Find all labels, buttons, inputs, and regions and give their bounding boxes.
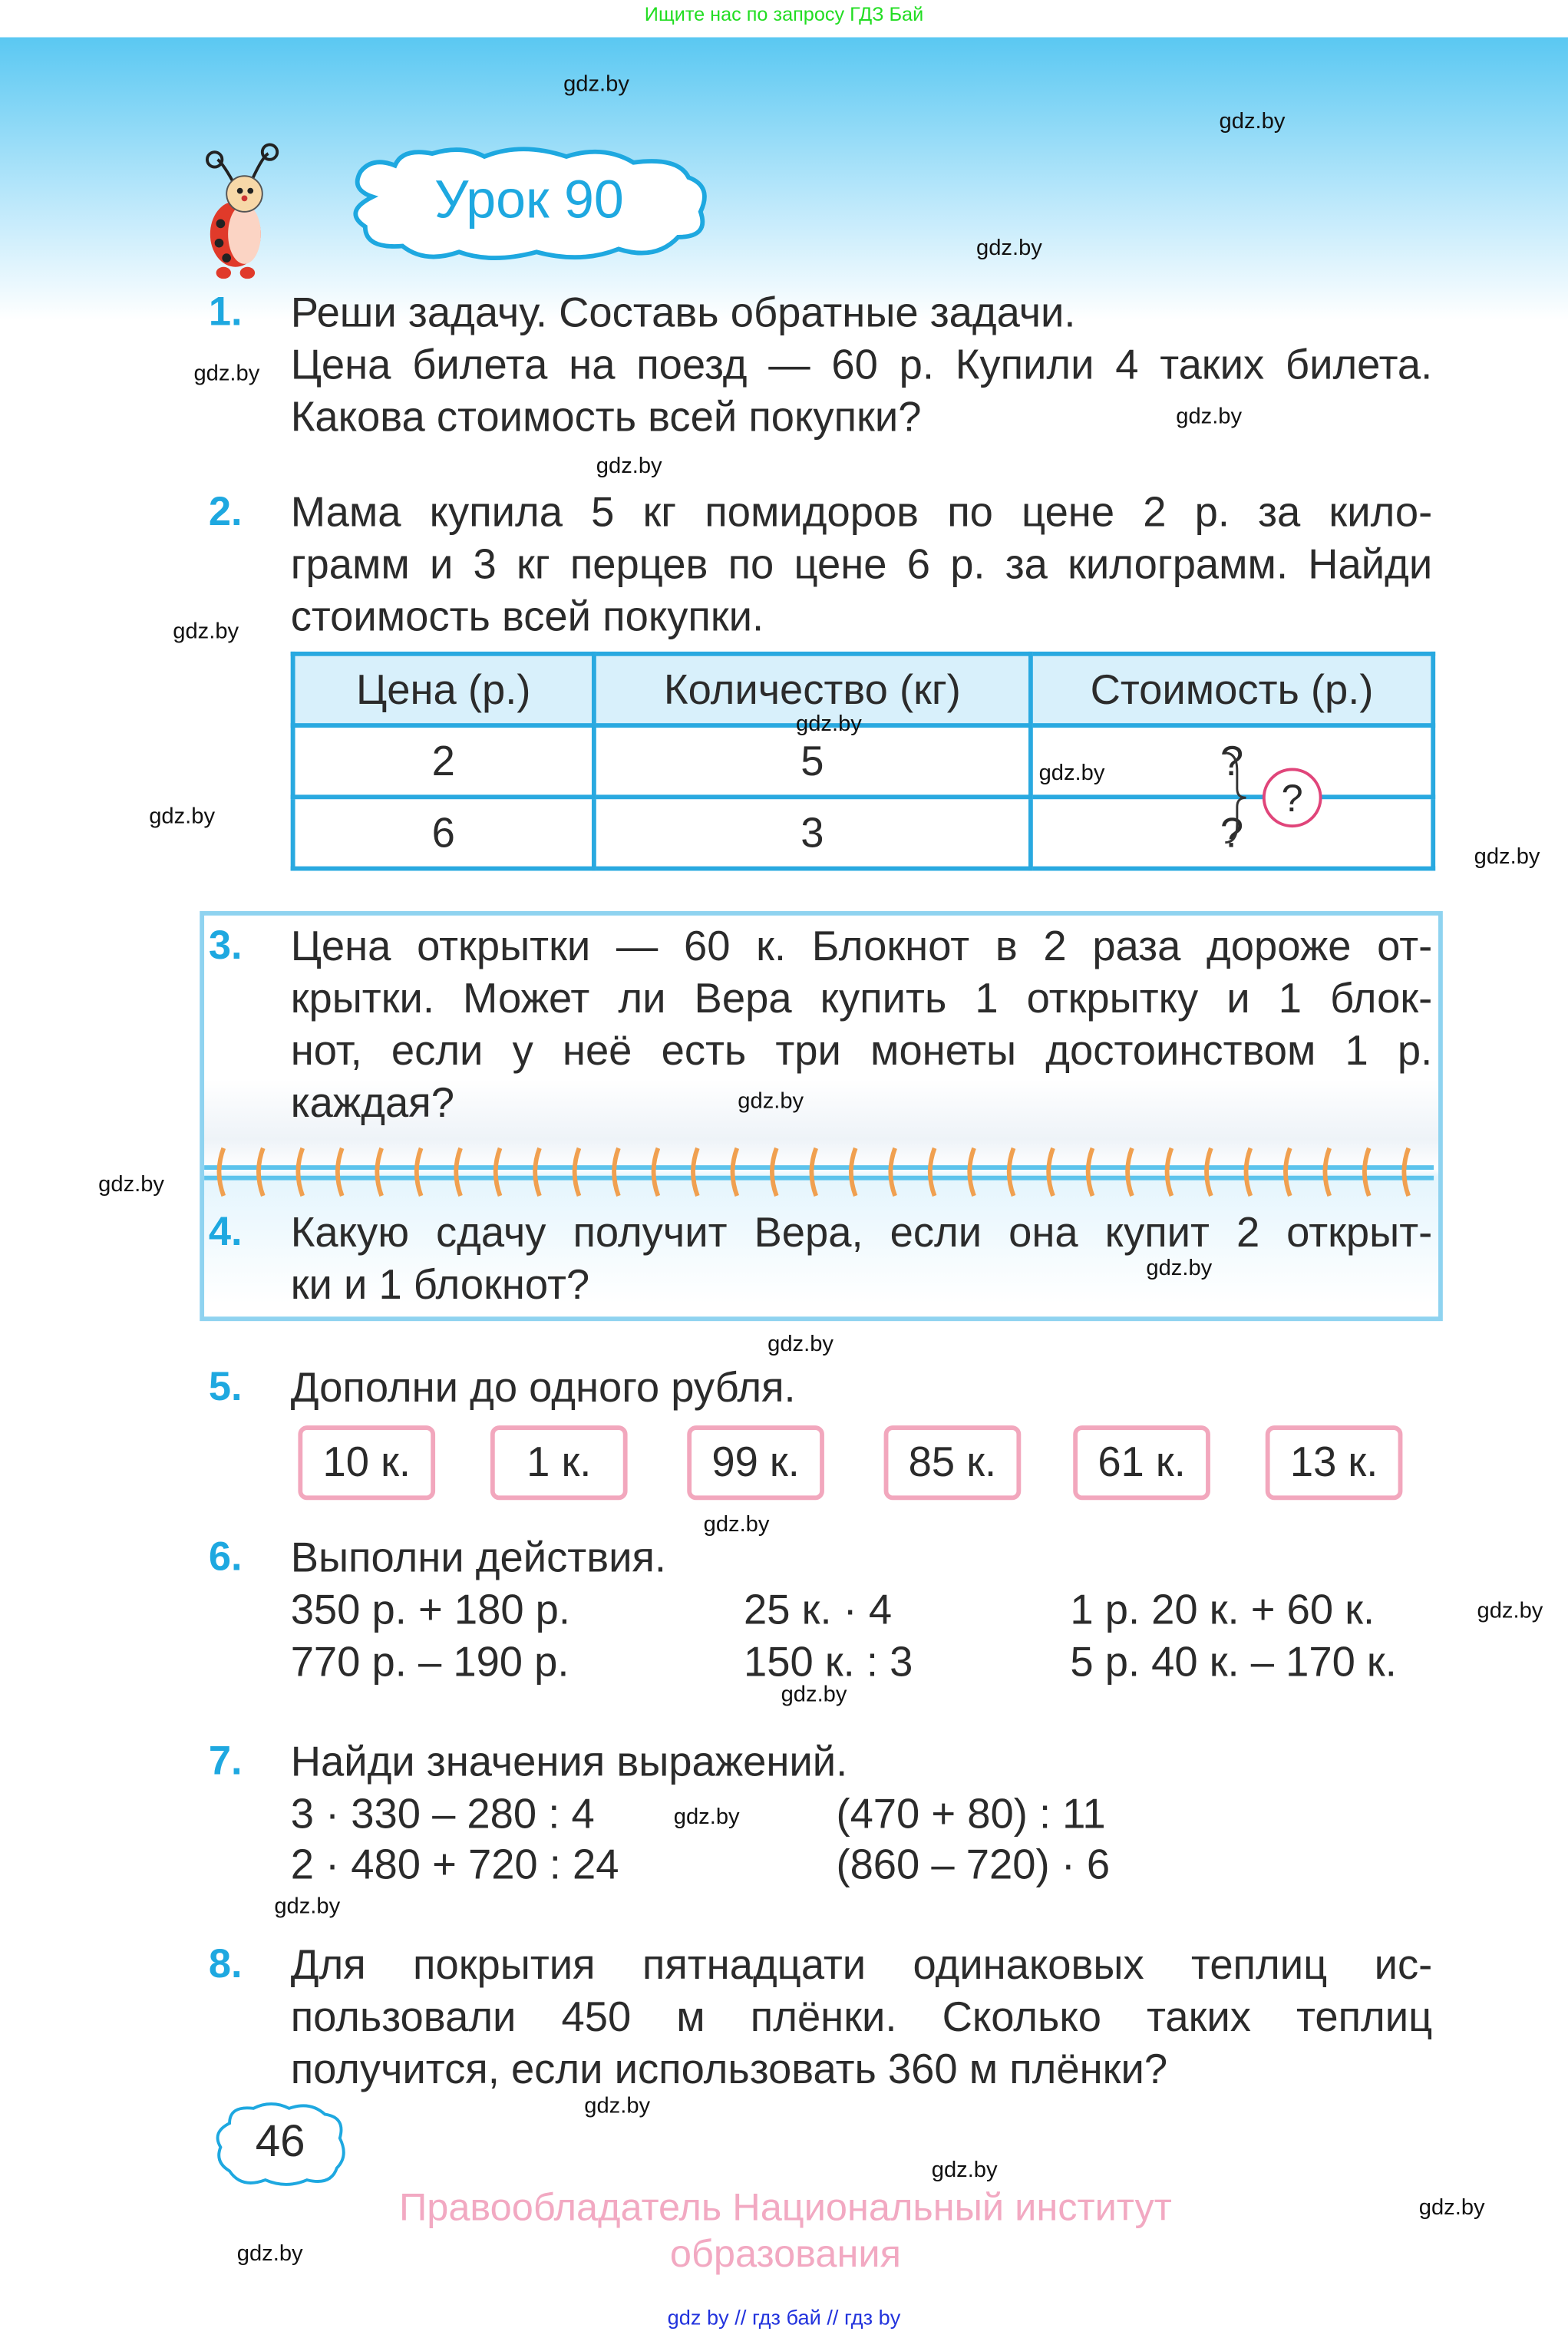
coin-value: 61 к. xyxy=(1073,1425,1210,1500)
spiral-ring xyxy=(338,1148,342,1196)
table-cell: 2 xyxy=(293,725,594,797)
spiral-ring xyxy=(732,1148,737,1196)
watermark: gdz.by xyxy=(596,453,662,479)
ladybug-icon xyxy=(191,142,303,279)
watermark: gdz.by xyxy=(274,1894,341,1920)
expression: 3 · 330 – 280 : 4 xyxy=(290,1791,595,1838)
expression: (470 + 80) : 11 xyxy=(836,1791,1106,1838)
spiral-ring xyxy=(377,1148,381,1196)
spiral-ring xyxy=(496,1148,500,1196)
coin-value: 1 к. xyxy=(490,1425,628,1500)
watermark: gdz.by xyxy=(236,2241,303,2267)
task-number: 6. xyxy=(208,1534,243,1580)
task-number: 8. xyxy=(208,1941,243,1986)
spiral-ring xyxy=(693,1148,698,1196)
task-text: Мама купила 5 кг помидоров по цене 2 р. за кило- xyxy=(290,489,1433,536)
watermark: gdz.by xyxy=(98,1171,165,1197)
task-text: каждая? xyxy=(290,1079,454,1126)
spiral-ring xyxy=(930,1148,935,1196)
spiral-ring xyxy=(456,1148,460,1196)
coin-value: 13 к. xyxy=(1266,1425,1403,1500)
watermark: gdz.by xyxy=(1477,1598,1543,1624)
spiral-ring xyxy=(259,1148,263,1196)
task-text: Реши задачу. Составь обратные задачи. xyxy=(290,289,1076,336)
watermark: gdz.by xyxy=(796,711,862,737)
task-number: 7. xyxy=(208,1739,243,1784)
table-row xyxy=(293,725,1434,797)
table-row xyxy=(293,797,1434,868)
spiral-ring xyxy=(1404,1148,1408,1196)
table-cell: ? xyxy=(1031,797,1433,868)
spiral-ring xyxy=(1127,1148,1132,1196)
watermark: gdz.by xyxy=(193,361,260,387)
expression: 25 к. · 4 xyxy=(744,1586,893,1633)
watermark: gdz.by xyxy=(703,1511,770,1537)
spiral-ring xyxy=(1325,1148,1329,1196)
spiral-ring xyxy=(772,1148,777,1196)
task-text: Какова стоимость всей покупки? xyxy=(290,393,922,441)
spiral-ring xyxy=(654,1148,659,1196)
spiral-binding-icon xyxy=(204,1142,1434,1202)
watermark: gdz.by xyxy=(673,1804,740,1830)
spiral-ring xyxy=(535,1148,540,1196)
table-cell: ? xyxy=(1031,725,1433,797)
watermark: gdz.by xyxy=(1474,844,1540,870)
task-text: получится, если использовать 360 м плёнки? xyxy=(290,2046,1168,2092)
watermark: gdz.by xyxy=(584,2093,651,2119)
task-text: Какую сдачу получит Вера, если она купит 2 открыт- xyxy=(290,1209,1433,1256)
coin-value: 10 к. xyxy=(298,1425,435,1500)
spiral-ring xyxy=(1088,1148,1093,1196)
watermark: gdz.by xyxy=(173,619,239,645)
page-number: 46 xyxy=(255,2117,305,2167)
expression: 770 р. – 190 р. xyxy=(290,1638,569,1686)
spiral-ring xyxy=(298,1148,302,1196)
task-text: пользовали 450 м плёнки. Сколько таких теплиц xyxy=(290,1993,1433,2040)
task-number: 5. xyxy=(208,1364,243,1409)
price-table xyxy=(291,652,1435,871)
task-text: крытки. Может ли Вера купить 1 открытку и 1 блок- xyxy=(290,975,1433,1022)
spiral-ring xyxy=(219,1148,223,1196)
watermark: gdz.by xyxy=(1219,108,1286,134)
watermark: gdz.by xyxy=(1146,1255,1213,1281)
spiral-ring xyxy=(575,1148,579,1196)
watermark: gdz.by xyxy=(767,1331,834,1357)
expression: 1 р. 20 к. + 60 к. xyxy=(1070,1586,1375,1633)
task-number: 1. xyxy=(208,289,243,335)
task-text: Для покрытия пятнадцати одинаковых теплиц ис- xyxy=(290,1941,1433,1988)
watermark: gdz.by xyxy=(1176,404,1243,430)
watermark: gdz.by xyxy=(1418,2194,1485,2221)
task-text: нот, если у неё есть три монеты достоинством 1 р. xyxy=(290,1027,1433,1074)
task-number: 2. xyxy=(208,489,243,534)
lesson-title: Урок 90 xyxy=(434,168,624,230)
spiral-ring xyxy=(969,1148,974,1196)
expression: 150 к. : 3 xyxy=(744,1638,913,1686)
spiral-ring xyxy=(1207,1148,1211,1196)
watermark: gdz.by xyxy=(563,71,629,97)
watermark: gdz.by xyxy=(738,1088,804,1115)
expression: (860 – 720) · 6 xyxy=(836,1841,1111,1888)
task-text: Дополни до одного рубля. xyxy=(290,1364,796,1411)
spiral-ring xyxy=(417,1148,421,1196)
spiral-ring xyxy=(1048,1148,1053,1196)
watermark: gdz.by xyxy=(149,804,216,830)
expression: 2 · 480 + 720 : 24 xyxy=(290,1841,619,1888)
brace-icon xyxy=(1220,750,1249,845)
expression: 5 р. 40 к. – 170 к. xyxy=(1070,1638,1397,1686)
task-number: 4. xyxy=(208,1209,243,1254)
search-hint: Ищите нас по запросу ГДЗ Бай xyxy=(644,2,924,26)
total-cost-question: ? xyxy=(1263,768,1322,827)
task-text: Цена билета на поезд — 60 р. Купили 4 таких билета. xyxy=(290,341,1433,388)
copyright-notice: Правообладатель Национальный институт образования xyxy=(398,2184,1172,2276)
spiral-ring xyxy=(851,1148,856,1196)
task-text: грамм и 3 кг перцев по цене 6 р. за килограмм. Найди xyxy=(290,541,1433,588)
table-header: Стоимость (р.) xyxy=(1031,654,1433,725)
table-header: Количество (кг) xyxy=(594,654,1031,725)
spiral-ring xyxy=(1167,1148,1172,1196)
task-text: стоимость всей покупки. xyxy=(290,593,764,640)
spiral-ring xyxy=(1286,1148,1290,1196)
watermark: gdz.by xyxy=(781,1682,847,1708)
spiral-ring xyxy=(811,1148,816,1196)
table-cell: 6 xyxy=(293,797,594,868)
footer-links[interactable]: gdz by // гдз бай // гдз by xyxy=(667,2305,901,2330)
task-text: ки и 1 блокнот? xyxy=(290,1261,590,1308)
task-text: Выполни действия. xyxy=(290,1534,667,1581)
coin-value: 85 к. xyxy=(884,1425,1022,1500)
expression: 350 р. + 180 р. xyxy=(290,1586,571,1633)
task-text: Найди значения выражений. xyxy=(290,1739,848,1785)
coin-value: 99 к. xyxy=(687,1425,824,1500)
table-cell: 5 xyxy=(594,725,1031,797)
spiral-ring xyxy=(1009,1148,1014,1196)
spiral-ring xyxy=(1365,1148,1369,1196)
watermark: gdz.by xyxy=(1038,760,1105,786)
task-text: Цена открытки — 60 к. Блокнот в 2 раза дороже от- xyxy=(290,923,1433,969)
watermark: gdz.by xyxy=(931,2157,998,2183)
spiral-ring xyxy=(614,1148,619,1196)
spiral-ring xyxy=(890,1148,895,1196)
task-number: 3. xyxy=(208,923,243,968)
table-cell: 3 xyxy=(594,797,1031,868)
table-header: Цена (р.) xyxy=(293,654,594,725)
watermark: gdz.by xyxy=(976,235,1042,261)
spiral-ring xyxy=(1246,1148,1251,1196)
